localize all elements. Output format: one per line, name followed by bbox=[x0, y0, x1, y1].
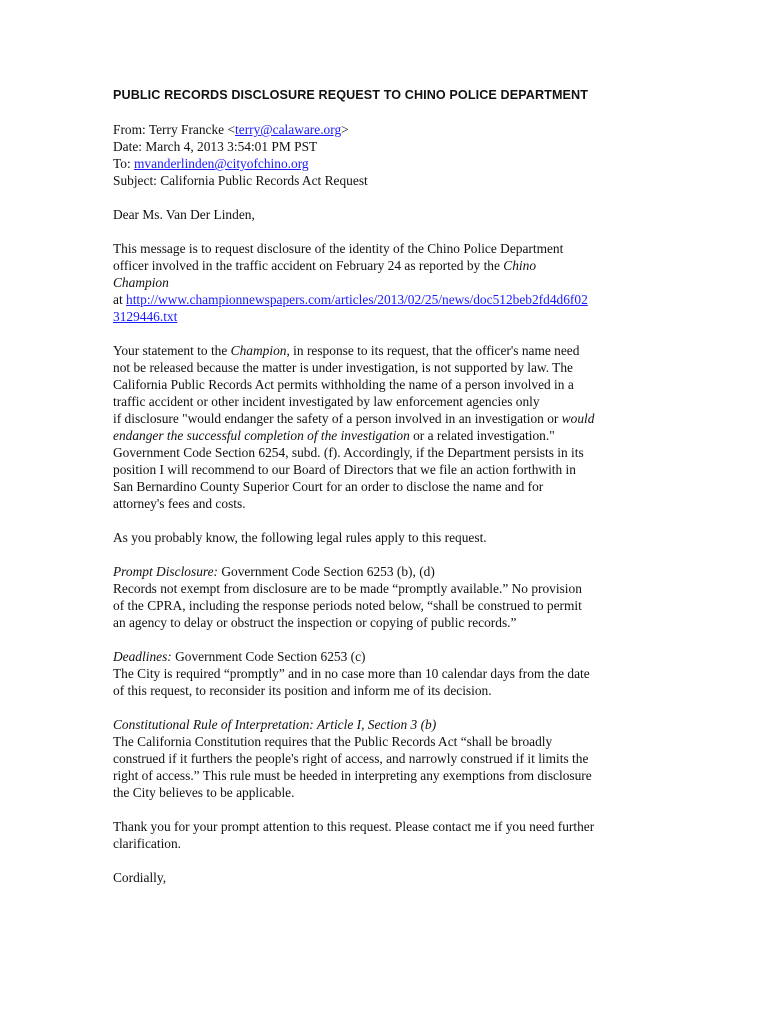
section-prompt-disclosure: Prompt Disclosure: Government Code Section 6253 (b), (d) Records not exempt from disclosure are to be made “promptly available.” No provision of the CPRA, including the response periods noted below, “shall be construed to permit an agency to delay or obstruct the inspection or copying of public records.” bbox=[113, 564, 582, 630]
email-header bbox=[113, 121, 658, 189]
section-heading: Constitutional Rule of Interpretation: Article I, Section 3 (b) bbox=[113, 717, 437, 732]
salutation: Dear Ms. Van Der Linden, bbox=[113, 207, 255, 222]
from-email-link[interactable]: terry@calaware.org bbox=[235, 122, 342, 137]
paragraph-request: This message is to request disclosure of the identity of the Chino Police Department officer involved in the traffic accident on February 24 as reported by the Chino Champion at http://www.championnewspapers.com/articles/2013/02/25/news/doc512beb2fd4d6f02 3129446.txt bbox=[113, 241, 588, 324]
to-line: To: mvanderlinden@cityofchino.org bbox=[113, 156, 309, 171]
section-heading: Prompt Disclosure: bbox=[113, 564, 219, 579]
subject-line: Subject: California Public Records Act Request bbox=[113, 173, 368, 188]
paragraph-thanks: Thank you for your prompt attention to this request. Please contact me if you need further clarification. bbox=[113, 819, 595, 851]
closing: Cordially, bbox=[113, 870, 167, 885]
article-link-continued[interactable]: 3129446.txt bbox=[113, 309, 178, 324]
to-email-link[interactable]: mvanderlinden@cityofchino.org bbox=[134, 156, 309, 171]
from-line: From: Terry Francke <terry@calaware.org> bbox=[113, 122, 349, 137]
section-constitutional-rule: Constitutional Rule of Interpretation: Article I, Section 3 (b) The California Constitution requires that the Public Records Act “shall be broadly construed if it furthers the people's right of access, and narrowly construed if it limits the right of access.” This rule must be heeded in interpreting any exemptions from disclosure the City believes to be applicable. bbox=[113, 716, 658, 801]
document-body bbox=[113, 87, 658, 903]
document-title: PUBLIC RECORDS DISCLOSURE REQUEST TO CHINO POLICE DEPARTMENT bbox=[113, 88, 589, 102]
article-link[interactable]: http://www.championnewspapers.com/articles/2013/02/25/news/doc512beb2fd4d6f02 bbox=[126, 292, 588, 307]
paragraph-statement: Your statement to the Champion, in response to its request, that the officer's name need not be released because the matter is under investigation, is not supported by law. The California Public Records Act permits withholding the name of a person involved in a traffic accident or other incident investigated by law enforcement agencies only if disclosure "would endanger the safety of a person involved in an investigation or would endanger the successful completion of the investigation or a related investigation." Government Code Section 6254, subd. (f). Accordingly, if the Department persists in its position I will recommend to our Board of Directors that we file an action forthwith in San Bernardino County Superior Court for an order to disclose the name and for attorney's fees and costs. bbox=[113, 343, 595, 511]
section-deadlines: Deadlines: Government Code Section 6253 (c) The City is required “promptly” and in no case more than 10 calendar days from the date of this request, to reconsider its position and inform me of its decision. bbox=[113, 649, 590, 698]
date-line: Date: March 4, 2013 3:54:01 PM PST bbox=[113, 139, 318, 154]
section-heading: Deadlines: bbox=[113, 649, 172, 664]
paragraph-legal-rules-intro: As you probably know, the following legal rules apply to this request. bbox=[113, 530, 487, 545]
